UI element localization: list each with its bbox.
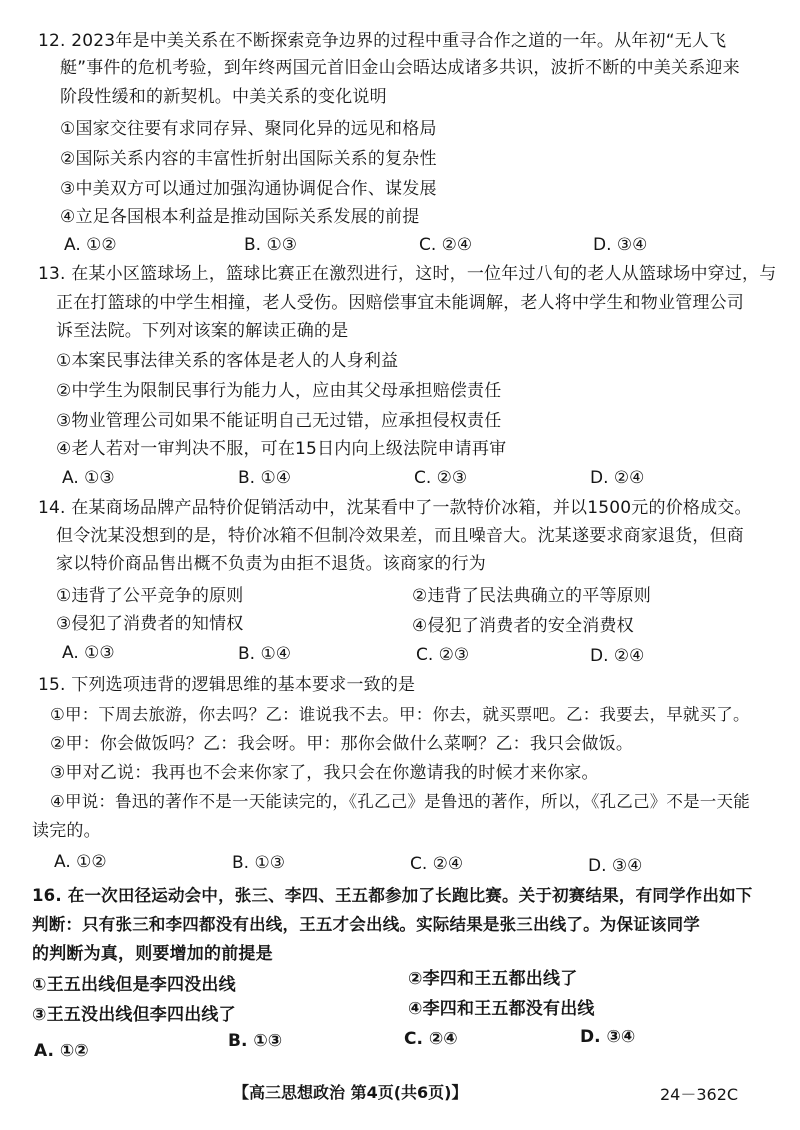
paper-code: 24－362C: [660, 1085, 739, 1104]
answer-choice-b: B. ①③: [244, 235, 297, 255]
option-item: ②国际关系内容的丰富性折射出国际关系的复杂性: [60, 149, 437, 169]
answer-choice-b: B. ①③: [232, 853, 285, 873]
option-item: ②违背了民法典确立的平等原则: [412, 586, 652, 606]
answer-choice-d: D. ③④: [593, 235, 648, 255]
question-stem-line: 16. 在一次田径运动会中，张三、李四、王五都参加了长跑比赛。关于初赛结果，有同学作出如下: [32, 886, 753, 905]
answer-choice-c: C. ②③: [414, 468, 468, 488]
question-stem-line: 正在打篮球的中学生相撞，老人受伤。因赔偿事宜未能调解，老人将中学生和物业管理公司: [56, 293, 744, 313]
answer-choice-d: D. ②④: [590, 646, 645, 666]
option-item: ④甲说：鲁迅的著作不是一天能读完的，《孔乙己》是鲁迅的著作，所以，《孔乙己》不是一天能: [50, 792, 750, 811]
option-item: ②李四和王五都出线了: [408, 969, 578, 989]
option-item: ③王五没出线但李四出线了: [32, 1005, 236, 1025]
answer-choice-a: A. ①②: [54, 852, 107, 872]
answer-choice-c: C. ②③: [416, 645, 470, 665]
question-stem-line: 艇”事件的危机考验，到年终两国元首旧金山会晤达成诸多共识，波折不断的中美关系迎来: [60, 58, 740, 78]
option-item: ①甲：下周去旅游，你去吗？乙：谁说我不去。甲：你去，就买票吧。乙：我要去，早就买了。: [50, 705, 750, 724]
answer-choice-a: A. ①②: [34, 1041, 89, 1061]
option-item: ①国家交往要有求同存异、聚同化异的远见和格局: [60, 119, 437, 139]
option-item: ①违背了公平竞争的原则: [56, 586, 244, 606]
option-item: ①本案民事法律关系的客体是老人的人身利益: [56, 351, 399, 371]
option-item: ④侵犯了消费者的安全消费权: [412, 616, 634, 636]
question-stem-line: 家以特价商品售出概不负责为由拒不退货。该商家的行为: [56, 554, 486, 574]
answer-choice-d: D. ②④: [590, 468, 645, 488]
option-item: ③中美双方可以通过加强沟通协调促合作、谋发展: [60, 179, 437, 199]
question-stem-line: 诉至法院。下列对该案的解读正确的是: [56, 321, 349, 341]
option-item: ④老人若对一审判决不服，可在15日内向上级法院申请再审: [56, 439, 507, 459]
answer-choice-a: A. ①③: [62, 468, 115, 488]
answer-choice-d: D. ③④: [588, 856, 643, 876]
option-item: ②中学生为限制民事行为能力人，应由其父母承担赔偿责任: [56, 381, 502, 401]
answer-choice-a: A. ①②: [64, 235, 117, 255]
page-footer-label: 【高三思想政治 第4页(共6页)】: [233, 1083, 468, 1102]
answer-choice-d: D. ③④: [580, 1027, 636, 1047]
answer-choice-c: C. ②④: [404, 1029, 458, 1049]
option-item: ①王五出线但是李四没出线: [32, 975, 236, 995]
question-stem-line: 13. 在某小区篮球场上，篮球比赛正在激烈进行，这时，一位年过八旬的老人从篮球场中穿过，与: [38, 264, 777, 284]
option-item: ③侵犯了消费者的知情权: [56, 614, 244, 634]
answer-choice-b: B. ①③: [228, 1031, 283, 1051]
answer-choice-a: A. ①③: [62, 643, 115, 663]
question-stem-line: 14. 在某商场品牌产品特价促销活动中，沈某看中了一款特价冰箱，并以1500元的价格成交。: [38, 498, 752, 518]
option-item-continued: 读完的。: [32, 821, 101, 841]
question-stem-line: 12. 2023年是中美关系在不断探索竞争边界的过程中重寻合作之道的一年。从年初“无人飞: [38, 31, 727, 51]
question-stem-line: 15. 下列选项违背的逻辑思维的基本要求一致的是: [38, 675, 416, 695]
option-item: ④李四和王五都没有出线: [408, 999, 595, 1019]
question-stem-line: 但令沈某没想到的是，特价冰箱不但制冷效果差，而且噪音大。沈某遂要求商家退货，但商: [56, 526, 744, 546]
question-stem-line: 的判断为真，则要增加的前提是: [32, 944, 273, 964]
answer-choice-c: C. ②④: [419, 235, 473, 255]
question-stem-line: 判断：只有张三和李四都没有出线，王五才会出线。实际结果是张三出线了。为保证该同学: [32, 915, 700, 934]
option-item: ③物业管理公司如果不能证明自己无过错，应承担侵权责任: [56, 411, 502, 431]
answer-choice-c: C. ②④: [410, 854, 464, 874]
answer-choice-b: B. ①④: [238, 644, 291, 664]
option-item: ④立足各国根本利益是推动国际关系发展的前提: [60, 207, 420, 227]
answer-choice-b: B. ①④: [238, 468, 291, 488]
option-item: ③甲对乙说：我再也不会来你家了，我只会在你邀请我的时候才来你家。: [50, 763, 599, 783]
question-stem-line: 阶段性缓和的新契机。中美关系的变化说明: [60, 87, 387, 107]
option-item: ②甲：你会做饭吗？乙：我会呀。甲：那你会做什么菜啊？乙：我只会做饭。: [50, 734, 634, 754]
